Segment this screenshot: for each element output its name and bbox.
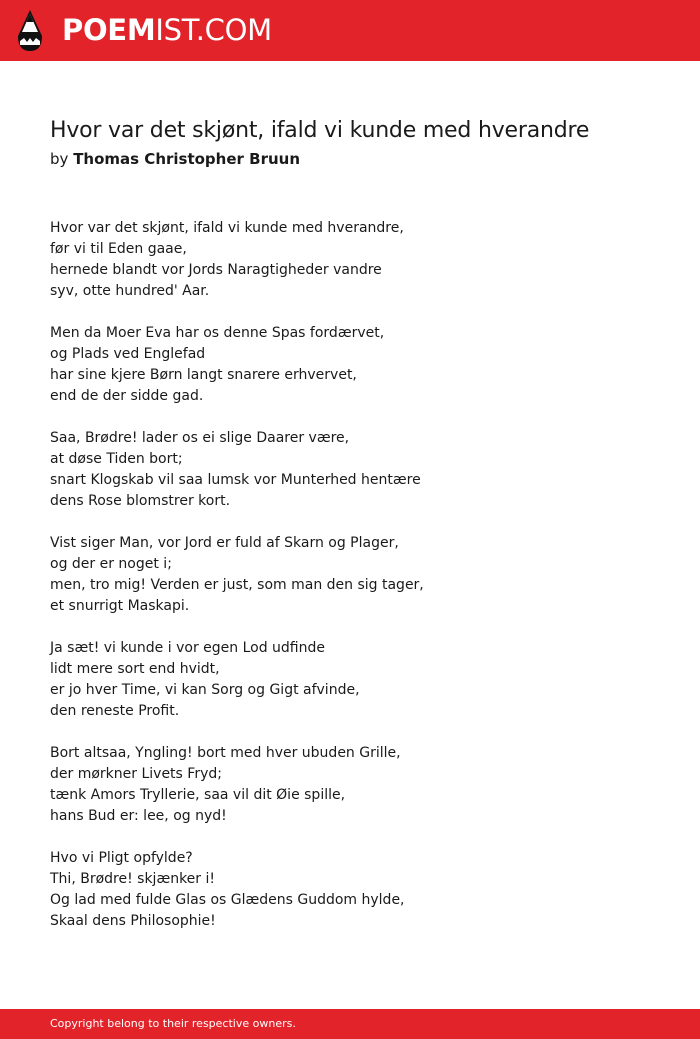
poem-line: Ja sæt! vi kunde i vor egen Lod udfinde xyxy=(50,640,325,656)
poem-line: hernede blandt vor Jords Naragtigheder vandre xyxy=(50,262,382,278)
poem-stanza xyxy=(50,218,670,302)
site-footer xyxy=(0,1009,700,1039)
poem-line: Og lad med fulde Glas os Glædens Guddom hylde, xyxy=(50,892,405,908)
poem-stanza xyxy=(50,638,670,722)
pencil-tip-icon xyxy=(18,10,42,51)
poem-stanza xyxy=(50,533,670,617)
poem-line: dens Rose blomstrer kort. xyxy=(50,493,231,509)
poem-body xyxy=(50,218,670,953)
poem-line: snart Klogskab vil saa lumsk vor Munterhed hentære xyxy=(50,472,421,488)
poem-line: men, tro mig! Verden er just, som man den sig tager, xyxy=(50,577,424,593)
poem-line: syv, otte hundred' Aar. xyxy=(50,283,210,299)
poem-stanza xyxy=(50,743,670,827)
poem-line: den reneste Profit. xyxy=(50,703,180,719)
poem-line: Hvor var det skjønt, ifald vi kunde med hverandre, xyxy=(50,220,404,236)
poem-line: Hvo vi Pligt opfylde? xyxy=(50,850,193,866)
logo-wordmark xyxy=(62,10,272,51)
site-header xyxy=(0,0,700,61)
poem-byline xyxy=(50,148,300,170)
poem-line: Vist siger Man, vor Jord er fuld af Skarn og Plager, xyxy=(50,535,399,551)
logo-text-light: IST.COM xyxy=(155,13,272,47)
poem-line: Skaal dens Philosophie! xyxy=(50,913,216,929)
poem-line: lidt mere sort end hvidt, xyxy=(50,661,220,677)
poem-stanza xyxy=(50,428,670,512)
poem-line: før vi til Eden gaae, xyxy=(50,241,187,257)
poem-line: Bort altsaa, Yngling! bort med hver ubuden Grille, xyxy=(50,745,401,761)
poem-line: end de der sidde gad. xyxy=(50,388,204,404)
poem-line: at døse Tiden bort; xyxy=(50,451,183,467)
logo-text-bold: POEM xyxy=(62,13,156,47)
poem-line: Men da Moer Eva har os denne Spas fordærvet, xyxy=(50,325,385,341)
poem-title: Hvor var det skjønt, ifald vi kunde med hverandre xyxy=(50,118,590,143)
poem-line: har sine kjere Børn langt snarere erhvervet, xyxy=(50,367,357,383)
poem-line: og Plads ved Englefad xyxy=(50,346,206,362)
poem-line: der mørkner Livets Fryd; xyxy=(50,766,222,782)
poem-author[interactable]: Thomas Christopher Bruun xyxy=(73,150,301,168)
copyright-notice: Copyright belong to their respective owners. xyxy=(50,1017,296,1030)
site-logo[interactable] xyxy=(18,10,272,51)
poem-line: og der er noget i; xyxy=(50,556,172,572)
poem-line: tænk Amors Tryllerie, saa vil dit Øie spille, xyxy=(50,787,346,803)
poem-stanza xyxy=(50,323,670,407)
byline-prefix: by xyxy=(50,150,69,168)
poem-line: er jo hver Time, vi kan Sorg og Gigt afvinde, xyxy=(50,682,360,698)
poem-line: hans Bud er: lee, og nyd! xyxy=(50,808,227,824)
poem-stanza xyxy=(50,848,670,932)
poem-line: et snurrigt Maskapi. xyxy=(50,598,190,614)
poem-line: Saa, Brødre! lader os ei slige Daarer være, xyxy=(50,430,350,446)
poem-line: Thi, Brødre! skjænker i! xyxy=(50,871,215,887)
